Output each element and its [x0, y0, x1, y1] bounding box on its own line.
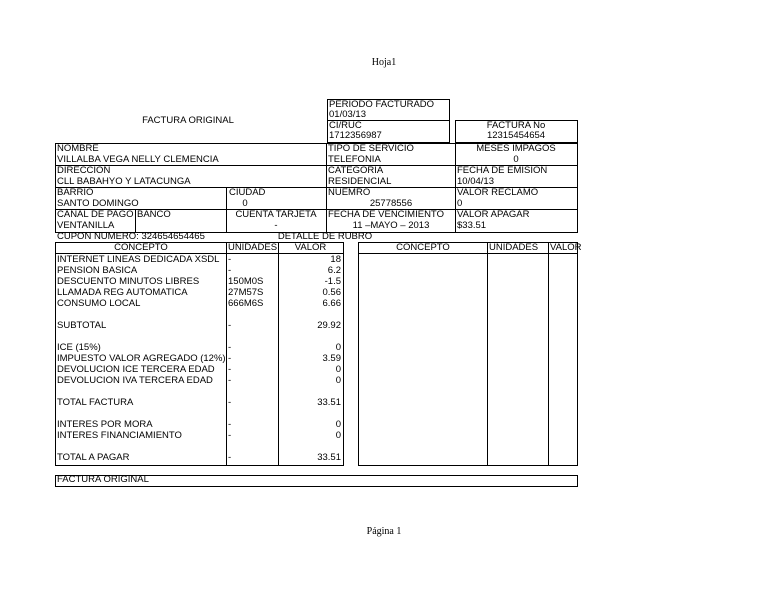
- row-valor: 0: [335, 342, 341, 353]
- row-concepto: INTERNET LINEAS DEDICADA XSDL: [57, 254, 220, 265]
- header-valor-left: VALOR: [294, 242, 327, 253]
- row-unidades: -: [228, 397, 232, 408]
- row-concepto: TOTAL A PAGAR: [57, 452, 130, 463]
- row-unidades: 150M0S: [228, 276, 264, 287]
- row-concepto: TOTAL FACTURA: [57, 397, 134, 408]
- nombre-value: VILLALBA VEGA NELLY CLEMENCIA: [57, 154, 219, 165]
- header-concepto-left: CONCEPTO: [114, 242, 168, 253]
- direccion-label: DIRECCION: [57, 165, 111, 176]
- valor-reclamo-value: 0: [457, 198, 463, 209]
- header-concepto-right: CONCEPTO: [396, 242, 450, 253]
- ciruc-label: CI/RUC: [329, 120, 362, 131]
- detail-table-right: [358, 242, 578, 466]
- fecha-emision-label: FECHA DE EMISION: [457, 165, 548, 176]
- fecha-vencimiento-value: 11 –MAYO – 2013: [352, 220, 430, 231]
- canal-pago-value: VENTANILLA: [57, 220, 115, 231]
- meses-impagos-value: 0: [513, 154, 519, 165]
- row-concepto: INTERES POR MORA: [57, 419, 153, 430]
- ciudad-label: CIUDAD: [229, 187, 266, 198]
- factura-no-label: FACTURA No: [486, 120, 546, 131]
- row-valor: 0.56: [322, 287, 341, 298]
- row-unidades: -: [228, 419, 232, 430]
- row-unidades: -: [228, 375, 232, 386]
- sheet-title: Hoja1: [371, 57, 397, 68]
- row-concepto: DESCUENTO MINUTOS LIBRES: [57, 276, 200, 287]
- row-valor: 6.2: [327, 265, 341, 276]
- factura-no-value: 12315454654: [486, 130, 546, 141]
- row-concepto: IMPUESTO VALOR AGREGADO (12%): [57, 353, 226, 364]
- row-unidades: -: [228, 430, 232, 441]
- periodo-value: 01/03/13: [329, 109, 366, 120]
- row-unidades: -: [228, 342, 232, 353]
- ciruc-value: 1712356987: [329, 130, 382, 141]
- row-unidades: -: [228, 320, 232, 331]
- factura-original-title: FACTURA ORIGINAL: [142, 115, 234, 126]
- row-concepto: DEVOLUCION ICE TERCERA EDAD: [57, 364, 215, 375]
- meses-impagos-label: MESES IMPAGOS: [476, 143, 556, 154]
- row-concepto: INTERES FINANCIAMIENTO: [57, 430, 182, 441]
- periodo-label: PERIODO FACTURADO: [329, 99, 435, 110]
- row-valor: 0: [335, 430, 341, 441]
- row-valor: 0: [335, 375, 341, 386]
- footer-label: FACTURA ORIGINAL: [57, 474, 149, 485]
- row-concepto: LLAMADA REG AUTOMATICA: [57, 287, 188, 298]
- row-valor: 18: [330, 254, 341, 265]
- row-valor: 3.59: [322, 353, 341, 364]
- tipo-servicio-value: TELEFONIA: [328, 154, 381, 165]
- cuenta-tarjeta-label: CUENTA TARJETA: [235, 209, 317, 220]
- row-concepto: PENSION BASICA: [57, 265, 138, 276]
- banco-label: BANCO: [137, 209, 171, 220]
- row-unidades: -: [228, 452, 232, 463]
- row-concepto: DEVOLUCION IVA TERCERA EDAD: [57, 375, 213, 386]
- row-concepto: SUBTOTAL: [57, 320, 107, 331]
- row-unidades: -: [228, 353, 232, 364]
- fecha-vencimiento-label: FECHA DE VENCIMIENTO: [328, 209, 444, 220]
- barrio-label: BARRIO: [57, 187, 94, 198]
- row-unidades: -: [228, 364, 232, 375]
- ciudad-value: 0: [242, 198, 248, 209]
- tipo-servicio-label: TIPO DE SERVICIO: [328, 143, 414, 154]
- valor-apagar-label: VALOR APAGAR: [457, 209, 530, 220]
- fecha-emision-value: 10/04/13: [457, 176, 494, 187]
- canal-pago-label: CANAL DE PAGO: [57, 209, 134, 220]
- valor-apagar-value: $33.51: [457, 220, 487, 231]
- nombre-label: NOMBRE: [57, 143, 99, 154]
- cuenta-tarjeta-value: -: [274, 220, 278, 231]
- row-unidades: -: [228, 254, 232, 265]
- row-valor: -1.5: [324, 276, 341, 287]
- row-unidades: 666M6S: [228, 298, 264, 309]
- header-unidades-right: UNIDADES: [489, 242, 539, 253]
- row-concepto: CONSUMO LOCAL: [57, 298, 141, 309]
- numero-value: 25778556: [369, 198, 413, 209]
- valor-reclamo-label: VALOR RECLAMO: [457, 187, 539, 198]
- row-unidades: 27M57S: [228, 287, 264, 298]
- numero-label: NUEMRO: [328, 187, 371, 198]
- cupon-numero: CUPON NUMERO: 324654654465: [57, 231, 205, 242]
- row-unidades: -: [228, 265, 232, 276]
- categoria-value: RESIDENCIAL: [328, 176, 392, 187]
- direccion-value: CLL BABAHYO Y LATACUNGA: [57, 176, 191, 187]
- row-valor: 6.66: [322, 298, 341, 309]
- detalle-rubro-title: DETALLE DE RUBRO: [277, 231, 373, 242]
- row-valor: 0: [335, 364, 341, 375]
- categoria-label: CATEGORIA: [328, 165, 384, 176]
- header-valor-right: VALOR: [550, 242, 582, 253]
- page-number: Página 1: [366, 526, 402, 537]
- header-unidades-left: UNIDADES: [227, 242, 278, 253]
- row-valor: 0: [335, 419, 341, 430]
- barrio-value: SANTO DOMINGO: [57, 198, 139, 209]
- row-valor: 33.51: [317, 452, 341, 463]
- row-concepto: ICE (15%): [57, 342, 101, 353]
- row-valor: 33.51: [317, 397, 341, 408]
- row-valor: 29.92: [317, 320, 341, 331]
